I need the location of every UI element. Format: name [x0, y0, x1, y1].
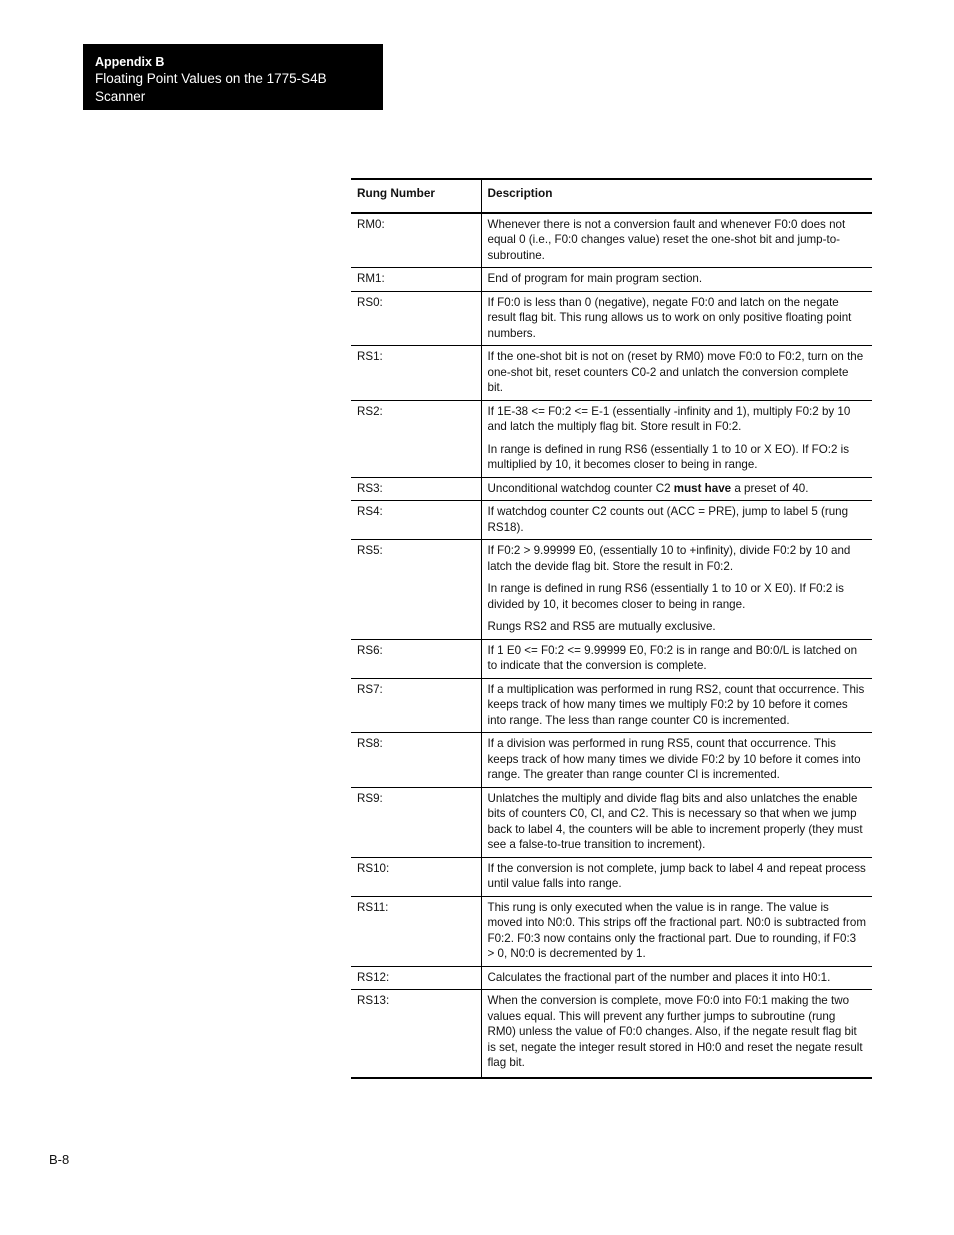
table-row — [351, 477, 872, 501]
description-cell — [481, 501, 872, 540]
description-cell — [481, 857, 872, 896]
description-paragraph: In range is defined in rung RS6 (essentially 1 to 10 or X EO). If FO:2 is multiplied by 10, it becomes closer to being in range. — [487, 442, 850, 471]
description-paragraph: Rungs RS2 and RS5 are mutually exclusive. — [487, 620, 716, 633]
description-cell — [481, 477, 872, 501]
description-paragraph: Whenever there is not a conversion fault and whenever F0:0 does not equal 0 (i.e., F0:0 changes value) reset the one-shot bit and jump-to-subroutine. — [487, 217, 846, 262]
description-paragraph: If F0:0 is less than 0 (negative), negate F0:0 and latch on the negate result flag bit. This rung allows us to work on only positive floating point numbers. — [487, 295, 852, 340]
table-row — [351, 501, 872, 540]
table-row — [351, 400, 872, 477]
rung-number-cell: RS1: — [351, 346, 481, 401]
table-row — [351, 966, 872, 990]
table-header-row — [351, 179, 872, 213]
description-cell — [481, 990, 872, 1078]
description-paragraph: This rung is only executed when the value is in range. The value is moved into N0:0. This strips off the fractional part. N0:0 is subtracted from F0:2. F0:3 now contains only the fractional part. Due to rounding, if F0:3 > 0, N0:0 is decremented by 1. — [487, 900, 866, 960]
table-row — [351, 268, 872, 292]
table-row — [351, 896, 872, 966]
description-paragraph: End of program for main program section. — [487, 272, 703, 285]
rung-number-cell: RS7: — [351, 678, 481, 733]
description-cell — [481, 346, 872, 401]
table-row — [351, 857, 872, 896]
rung-description-table — [351, 178, 872, 1079]
rung-number-cell: RS4: — [351, 501, 481, 540]
description-cell — [481, 213, 872, 268]
description-paragraph: If F0:2 > 9.99999 E0, (essentially 10 to +infinity), divide F0:2 by 10 and latch the devide flag bit. Store the result in F0:2. — [487, 544, 851, 573]
table-row — [351, 787, 872, 857]
rung-number-cell: RS3: — [351, 477, 481, 501]
rung-number-cell: RS10: — [351, 857, 481, 896]
table-row — [351, 346, 872, 401]
description-cell — [481, 733, 872, 788]
table-row — [351, 291, 872, 346]
page-number: B-8 — [49, 1152, 70, 1167]
description-paragraph: When the conversion is complete, move F0:0 into F0:1 making the two values equal. This will prevent any further jumps to subroutine (rung RM0) unless the value of F0:0 changes. Also, if the negate result flag bit is set, negate the integer result stored in H0:0 and reset the negate result flag bit. — [487, 994, 863, 1069]
description-cell — [481, 966, 872, 990]
table-row — [351, 990, 872, 1078]
description-paragraph: If a division was performed in rung RS5, count that occurrence. This keeps track of how many times we divide F0:2 by 10 before it comes into range. The greater than range counter Cl is incremented. — [487, 737, 861, 781]
description-cell — [481, 639, 872, 678]
description-paragraph — [488, 481, 867, 497]
description-paragraph: If the one-shot bit is not on (reset by RM0) move F0:0 to F0:2, turn on the one-shot bit, reset counters C0-2 and unlatch the conversion complete bit. — [487, 350, 864, 394]
table-row — [351, 678, 872, 733]
description-paragraph: If the conversion is not complete, jump back to label 4 and repeat process until value falls into range. — [487, 861, 866, 890]
appendix-subtitle: Floating Point Values on the 1775-S4B Scanner — [95, 71, 327, 104]
rung-number-cell: RS8: — [351, 733, 481, 788]
header-rung-number: Rung Number — [351, 179, 481, 213]
description-cell — [481, 400, 872, 477]
rung-number-cell: RS9: — [351, 787, 481, 857]
description-emphasis: must have — [673, 481, 732, 495]
description-paragraph: Calculates the fractional part of the number and places it into H0:1. — [487, 970, 831, 984]
description-text: Unconditional watchdog counter C2 — [487, 481, 674, 495]
rung-number-cell: RS13: — [351, 990, 481, 1078]
description-paragraph: If 1 E0 <= F0:2 <= 9.99999 E0, F0:2 is in range and B0:0/L is latched on to indicate that the conversion is complete. — [487, 643, 858, 672]
table-row — [351, 540, 872, 640]
description-paragraph: In range is defined in rung RS6 (essentially 1 to 10 or X E0). If F0:2 is divided by 10, it becomes closer to being in range. — [487, 582, 844, 611]
description-paragraph: If 1E-38 <= F0:2 <= E-1 (essentially -infinity and 1), multiply F0:2 by 10 and latch the multiply flag bit. Store result in F0:2. — [487, 404, 851, 433]
rung-number-cell: RS12: — [351, 966, 481, 990]
description-cell — [481, 896, 872, 966]
header-description: Description — [481, 179, 872, 213]
rung-number-cell: RS0: — [351, 291, 481, 346]
appendix-header — [83, 44, 383, 110]
description-cell — [481, 268, 872, 292]
description-cell — [481, 540, 872, 640]
appendix-title: Appendix B — [95, 55, 165, 69]
description-text: a preset of 40. — [731, 481, 809, 495]
description-paragraph: If watchdog counter C2 counts out (ACC = PRE), jump to label 5 (rung RS18). — [487, 505, 849, 534]
table-row — [351, 733, 872, 788]
description-paragraph: Unlatches the multiply and divide flag bits and also unlatches the enable bits of counters C0, Cl, and C2. This is necessary so that when we jump back to label 4, the counters will be able to increment properly (they must see a false-to-true transition to increment). — [487, 791, 863, 851]
rung-number-cell: RS6: — [351, 639, 481, 678]
description-cell — [481, 678, 872, 733]
rung-number-cell: RM0: — [351, 213, 481, 268]
table-row — [351, 213, 872, 268]
rung-number-cell: RS11: — [351, 896, 481, 966]
rung-number-cell: RS5: — [351, 540, 481, 640]
rung-number-cell: RS2: — [351, 400, 481, 477]
description-cell — [481, 787, 872, 857]
description-paragraph: If a multiplication was performed in rung RS2, count that occurrence. This keeps track of how many times we multiply F0:2 by 10 before it comes into range. The less than range counter C0 is incremented. — [487, 682, 865, 727]
rung-number-cell: RM1: — [351, 268, 481, 292]
table-row — [351, 639, 872, 678]
description-cell — [481, 291, 872, 346]
